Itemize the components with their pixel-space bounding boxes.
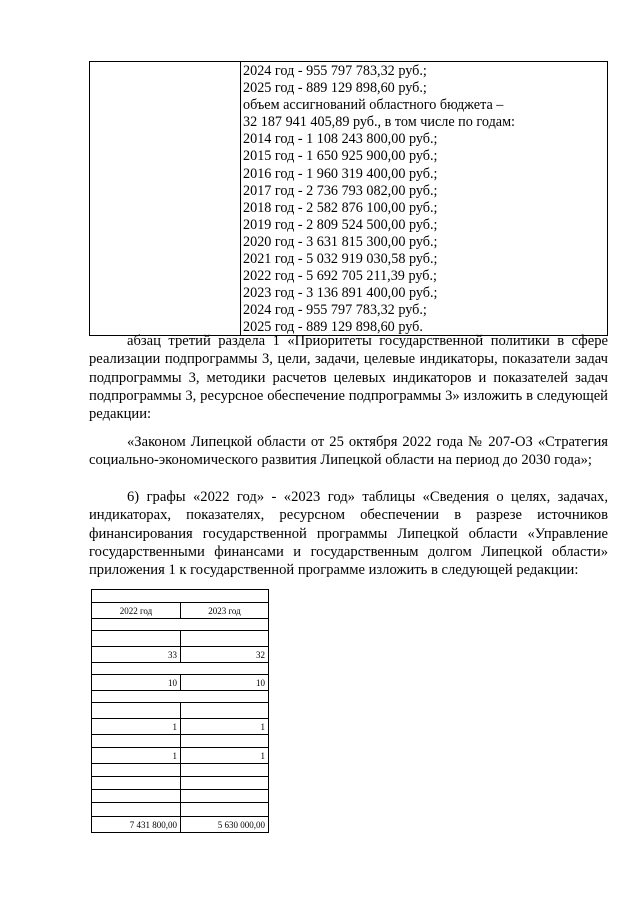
paragraph-columns-replacement: 6) графы «2022 год» - «2023 год» таблицы «Сведения о целях, задачах, индикаторах, показателях, ресурсном обеспечении в разрезе источников финансирования государственной программы Липецкой области «Управление государственными финансами и государственным долгом Липецкой области» приложения 1 к государственной программе изложить в следующей редакции:: [89, 489, 608, 579]
cell-2023: [181, 777, 268, 789]
table-rule: [92, 690, 268, 691]
cell-2023: 1: [260, 721, 265, 732]
cell-2023: [181, 703, 268, 718]
budget-line: 2018 год - 2 582 876 100,00 руб.;: [243, 199, 438, 216]
budget-line: 2022 год - 5 692 705 211,39 руб.;: [243, 268, 437, 285]
cell-2022: [92, 790, 181, 802]
budget-line: 2015 год - 1 650 925 900,00 руб.;: [243, 148, 438, 165]
cell-2023: [181, 735, 268, 747]
table-rule: [92, 662, 268, 663]
table-row: [92, 764, 268, 776]
cell-2022: [92, 631, 181, 646]
cell-2022: [92, 735, 181, 747]
budget-table-column-divider: [240, 62, 241, 335]
budget-line: 2017 год - 2 736 793 082,00 руб.;: [243, 182, 438, 199]
cell-2023: [181, 631, 268, 646]
table-row: [92, 735, 268, 747]
table-row: [92, 790, 268, 802]
budget-line: 2025 год - 889 129 898,60 руб.;: [243, 80, 427, 97]
table-row: [92, 647, 268, 662]
table-row: [92, 719, 268, 734]
cell-2022: 1: [92, 748, 181, 763]
cell-blank: [92, 590, 181, 602]
budget-line: 2014 год - 1 108 243 800,00 руб.;: [243, 131, 438, 148]
header-2023: 2023 год: [208, 605, 241, 616]
cell-2023: 32: [256, 649, 265, 660]
cell-2022: 33: [92, 647, 181, 662]
cell-2022: [92, 803, 181, 816]
cell-2023: 10: [256, 677, 265, 688]
cell-2022: 10: [92, 675, 181, 690]
budget-line: 2021 год - 5 032 919 030,58 руб.;: [243, 251, 438, 268]
header-2022: 2022 год: [92, 603, 181, 618]
table-rule: [92, 618, 268, 619]
table-row: [92, 777, 268, 789]
budget-line: 2019 год - 2 809 524 500,00 руб.;: [243, 216, 438, 233]
table-row: [92, 631, 268, 646]
table-row: [92, 675, 268, 690]
cell-2022-total: 7 431 800,00: [92, 817, 181, 832]
budget-line: 2024 год - 955 797 783,32 руб.;: [243, 63, 427, 79]
table-row-total: [92, 817, 268, 832]
budget-line: 2024 год - 955 797 783,32 руб.;: [243, 302, 427, 319]
cell-2022: [92, 764, 181, 776]
cell-2023: [181, 803, 268, 816]
cell-2022: [92, 703, 181, 718]
indicators-table: [91, 589, 269, 833]
budget-table-amounts-cell: [243, 63, 605, 337]
budget-line: 32 187 941 405,89 руб., в том числе по годам:: [243, 114, 515, 131]
table-row: [92, 703, 268, 718]
budget-line: 2020 год - 3 631 815 300,00 руб.;: [243, 233, 438, 250]
paragraph-section-priorities: абзац третий раздела 1 «Приоритеты государственной политики в сфере реализации подпрограммы 3, цели, задачи, целевые индикаторы, показатели задач подпрограммы 3, методики расчетов целевых индикаторов и показателей задач подпрограммы 3, ресурсное обеспечение подпрограммы 3» изложить в следующей редакции:: [89, 333, 608, 423]
cell-2023: 1: [260, 750, 265, 761]
cell-2023: [181, 790, 268, 802]
cell-2022: 1: [92, 719, 181, 734]
budget-table: [89, 61, 608, 336]
paragraph-law-strategy: «Законом Липецкой области от 25 октября 2022 года № 207-ОЗ «Стратегия социально-экономического развития Липецкой области на период до 2030 года»;: [89, 434, 608, 469]
table-row: [92, 748, 268, 763]
table-header-row: [92, 603, 268, 618]
table-top-row: [92, 590, 268, 602]
budget-line: 2025 год - 889 129 898,60 руб.: [243, 319, 423, 336]
budget-line: объем ассигнований областного бюджета –: [243, 97, 504, 114]
cell-2023-total: 5 630 000,00: [217, 819, 265, 830]
budget-line: 2016 год - 1 960 319 400,00 руб.;: [243, 165, 438, 182]
budget-line: 2023 год - 3 136 891 400,00 руб.;: [243, 285, 438, 302]
cell-2022: [92, 777, 181, 789]
table-row: [92, 803, 268, 816]
cell-2023: [181, 764, 268, 776]
